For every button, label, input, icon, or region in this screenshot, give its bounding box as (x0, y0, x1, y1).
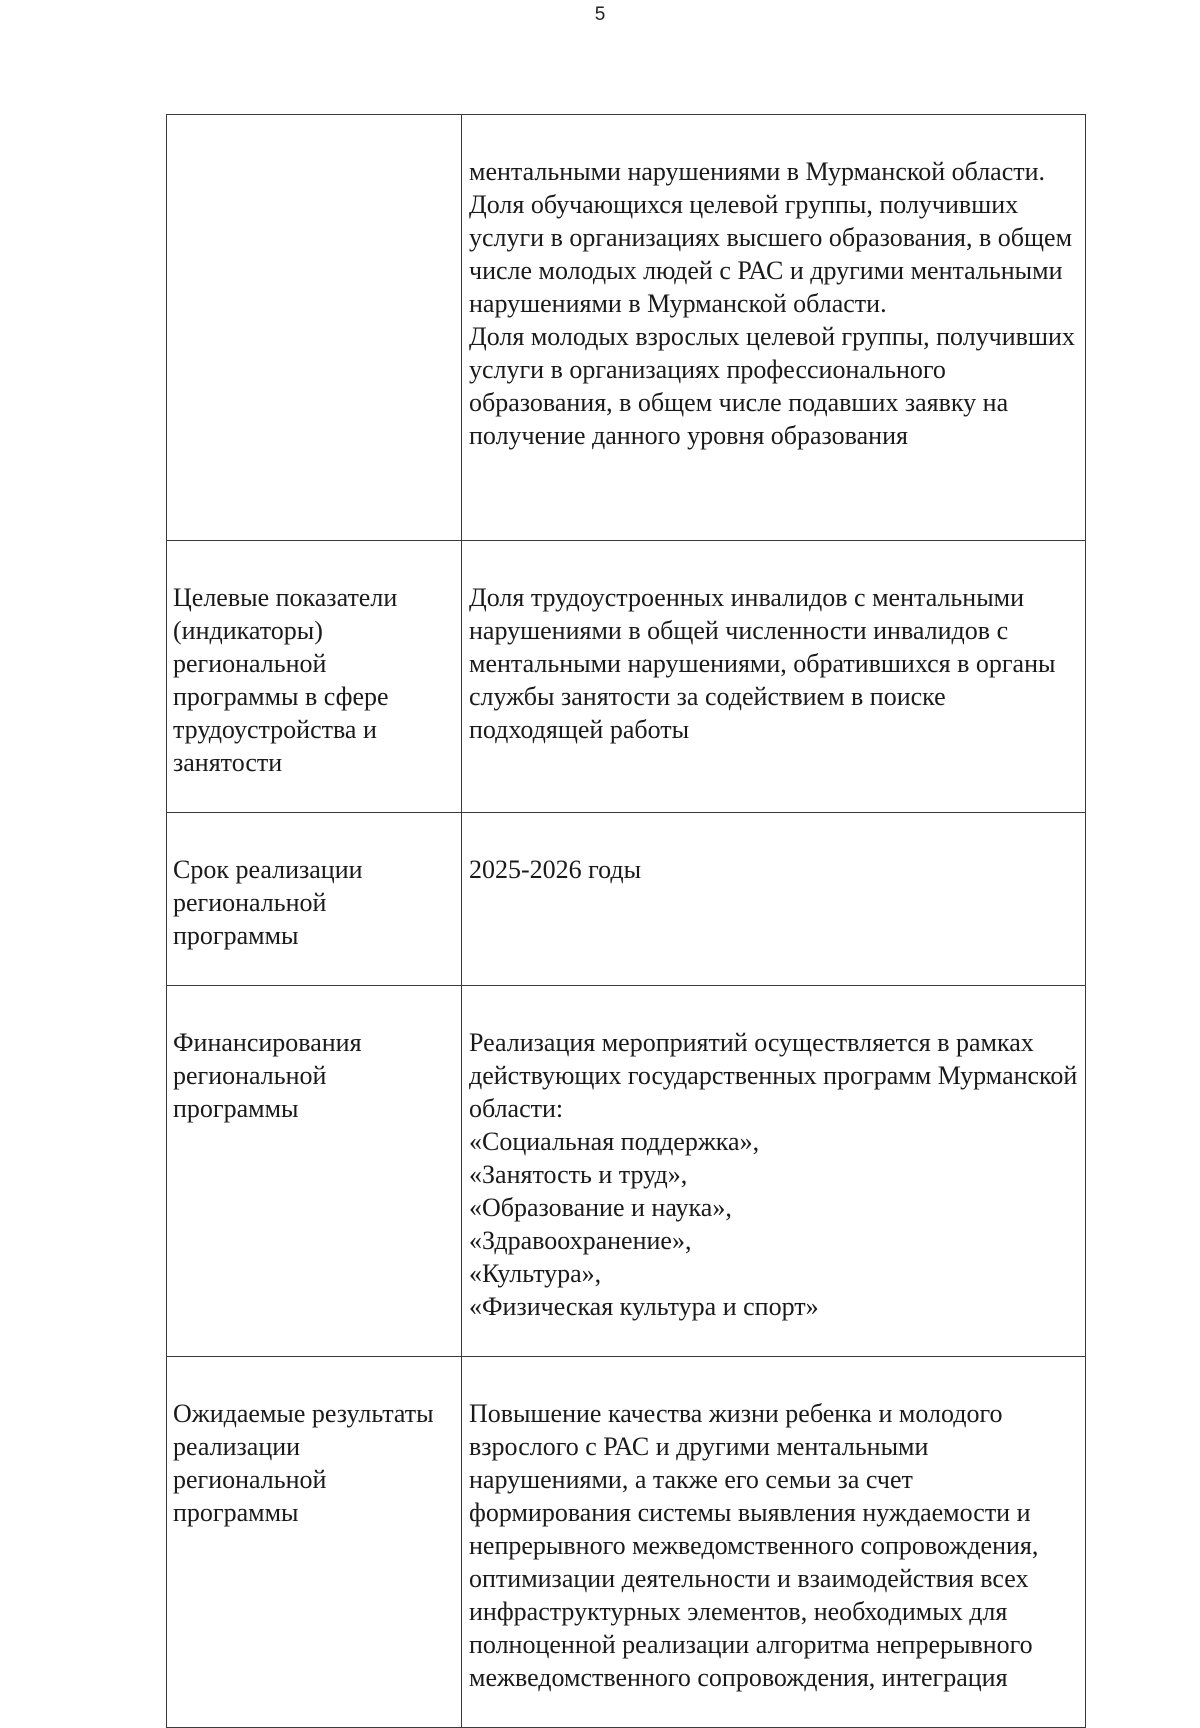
row-content: ментальными нарушениями в Мурманской области. Доля обучающихся целевой группы, получивших услуги в организациях высшего образования, в общем числе молодых людей с РАС и другими ментальными нарушениями в Мурманской области. Доля молодых взрослых целевой группы, получивших услуги в организациях профессионального образования, в общем числе подавших заявку на получение данного уровня образования (469, 157, 1075, 450)
row-label-cell (167, 986, 462, 1357)
row-label-cell (167, 541, 462, 813)
row-label: Срок реализации региональной программы (173, 855, 363, 950)
row-content-cell (462, 1357, 1086, 1728)
table-row (167, 1357, 1086, 1728)
row-content-cell (462, 115, 1086, 541)
table-row (167, 986, 1086, 1357)
row-label-cell (167, 115, 462, 541)
row-label: Финансирования региональной программы (173, 1028, 362, 1123)
row-content-cell (462, 541, 1086, 813)
row-label: Ожидаемые результаты реализации региональной программы (173, 1399, 434, 1527)
table-row (167, 813, 1086, 986)
row-content: 2025-2026 годы (469, 855, 642, 884)
table-row (167, 115, 1086, 541)
row-label: Целевые показатели (индикаторы) региональной программы в сфере трудоустройства и занятости (173, 583, 398, 777)
page-number: 5 (594, 4, 606, 25)
row-label-cell (167, 1357, 462, 1728)
row-content: Доля трудоустроенных инвалидов с ментальными нарушениями в общей численности инвалидов с ментальными нарушениями, обратившихся в органы службы занятости за содействием в поиске подходящей работы (469, 583, 1056, 744)
row-content: Повышение качества жизни ребенка и молодого взрослого с РАС и другими ментальными нарушениями, а также его семьи за счет формирования системы выявления нуждаемости и непрерывного межведомственного сопровождения, оптимизации деятельности и взаимодействия всех инфраструктурных элементов, необходимых для полноценной реализации алгоритма непрерывного межведомственного сопровождения, интеграция (469, 1399, 1039, 1692)
row-content-cell (462, 986, 1086, 1357)
program-passport-table (166, 114, 1086, 1728)
row-label-cell (167, 813, 462, 986)
row-content-cell (462, 813, 1086, 986)
table-row (167, 541, 1086, 813)
row-content: Реализация мероприятий осуществляется в рамках действующих государственных программ Мурманской области: «Социальная поддержка», «Занятость и труд», «Образование и наука», «Здравоохранение», «Культура», «Физическая культура и спорт» (469, 1028, 1078, 1321)
